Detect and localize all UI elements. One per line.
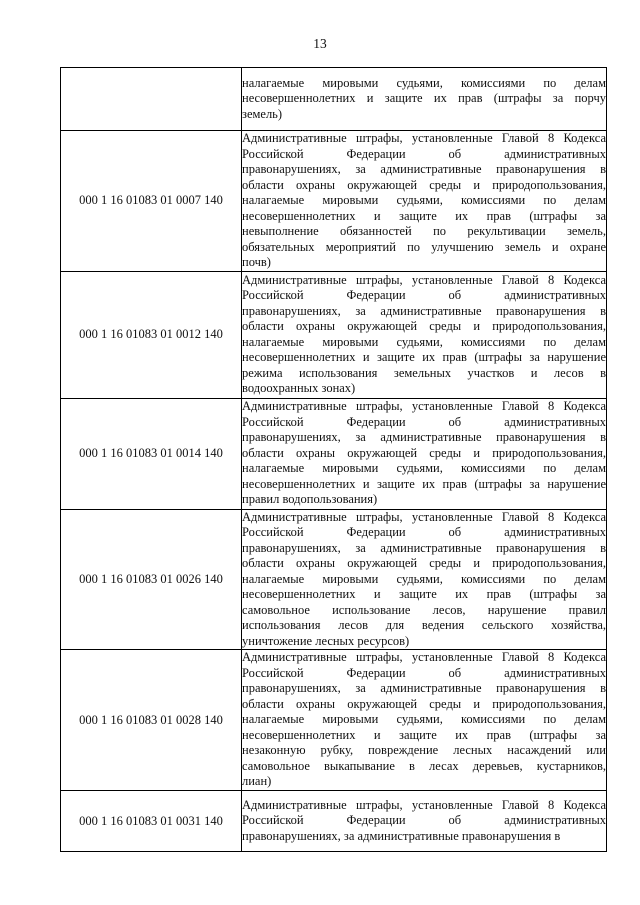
description-line: несовершеннолетних и защите их прав (штрафы за нарушение [242,476,606,491]
description-line: налагаемые мировыми судьями, комиссиями по делам [242,461,606,476]
description-line: невыполнение обязанностей по рекультивации земель, [242,224,606,238]
description-line: области охраны окружающей среды и природопользования, [242,319,606,333]
budget-code-cell: 000 1 16 01083 01 0012 140 [61,271,242,398]
description-line: несовершеннолетних и защите их прав (штрафы за порчу [242,91,606,106]
description-line: земель) [242,106,283,121]
table-row [61,131,607,272]
budget-code-cell: 000 1 16 01083 01 0014 140 [61,398,242,509]
table-row [61,398,607,509]
description-line: области охраны окружающей среды и природопользования, [242,556,606,570]
description-line: правонарушениях, за административные правонарушения в [242,303,606,318]
description-line: налагаемые мировыми судьями, комиссиями по делам [242,712,606,727]
page-number: 13 [313,36,327,51]
description-line: Административные штрафы, установленные Главой 8 Кодекса [242,131,606,145]
description-line: Административные штрафы, установленные Главой 8 Кодекса [242,509,606,524]
description-line: самовольное использование лесов, нарушение правил [242,602,606,617]
description-cell [242,68,607,131]
description-line: Российской Федерации об административных [242,146,606,161]
description-line: Административные штрафы, установленные Главой 8 Кодекса [242,797,606,812]
description-line: несовершеннолетних и защите их прав (штрафы за [242,587,606,601]
description-line: несовершеннолетних и защите их прав (штрафы за [242,208,606,223]
description-line: Российской Федерации об административных [242,288,606,302]
description-line: налагаемые мировыми судьями, комиссиями по делам [242,571,606,586]
description-cell [242,131,607,272]
description-line: правил водопользования) [242,492,378,507]
description-cell [242,791,607,852]
description-line: использования лесов для ведения сельского хозяйства, [242,618,606,632]
description-line: лиан) [242,774,272,789]
description-line: правонарушениях, за административные правонарушения в [242,828,561,843]
description-line: Российской Федерации об административных [242,414,606,429]
classification-table [60,67,607,852]
description-line: правонарушениях, за административные правонарушения в [242,162,606,176]
table-row [61,68,607,131]
description-line: Административные штрафы, установленные Главой 8 Кодекса [242,650,606,665]
description-line: Российской Федерации об административных [242,665,606,680]
description-line: водоохранных зонах) [242,381,356,395]
table-row [61,791,607,852]
description-line: правонарушениях, за административные правонарушения в [242,540,606,555]
description-line: несовершеннолетних и защите их прав (штрафы за [242,727,606,742]
description-line: несовершеннолетних и защите их прав (штрафы за нарушение [242,350,606,364]
description-line: почв) [242,255,271,269]
description-line: самовольное выкапывание в лесах деревьев, кустарников, [242,758,606,773]
description-line: уничтожение лесных ресурсов) [242,633,410,648]
description-line: Административные штрафы, установленные Главой 8 Кодекса [242,272,606,287]
description-cell [242,650,607,791]
description-line: области охраны окружающей среды и природопользования, [242,696,606,711]
description-line: области охраны окружающей среды и природопользования, [242,177,606,192]
description-cell [242,398,607,509]
budget-code-cell: 000 1 16 01083 01 0028 140 [61,650,242,791]
budget-code-cell: 000 1 16 01083 01 0007 140 [61,131,242,272]
table-row [61,509,607,650]
budget-code-cell [61,68,242,131]
table-row [61,650,607,791]
description-line: налагаемые мировыми судьями, комиссиями по делам [242,334,606,349]
description-line: налагаемые мировыми судьями, комиссиями по делам [242,193,606,207]
description-cell [242,509,607,650]
description-line: режима использования земельных участков и лесов в [242,365,606,380]
description-line: незаконную рубку, повреждение лесных насаждений или [242,743,606,758]
description-line: налагаемые мировыми судьями, комиссиями по делам [242,75,606,90]
description-line: правонарушениях, за административные правонарушения в [242,430,606,445]
description-line: Российской Федерации об административных [242,813,606,828]
description-line: Административные штрафы, установленные Главой 8 Кодекса [242,399,606,414]
description-line: Российской Федерации об административных [242,525,606,539]
budget-code-cell: 000 1 16 01083 01 0031 140 [61,791,242,852]
description-line: обязательных мероприятий по улучшению земель и охране [242,239,606,254]
description-line: правонарушениях, за административные правонарушения в [242,681,606,696]
description-cell [242,271,607,398]
description-line: области охраны окружающей среды и природопользования, [242,445,606,460]
table-row [61,271,607,398]
table-body [61,68,607,852]
budget-code-cell: 000 1 16 01083 01 0026 140 [61,509,242,650]
